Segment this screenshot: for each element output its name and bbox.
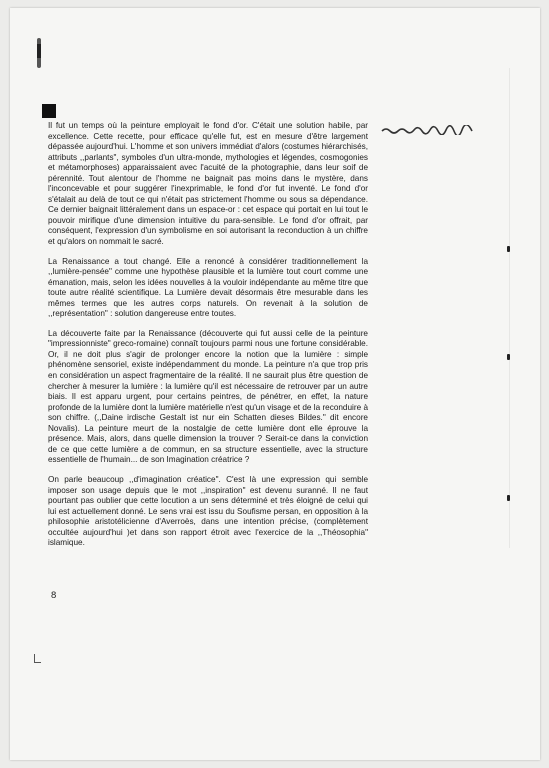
article-body [48, 121, 368, 558]
staple-mark-dark [37, 44, 41, 58]
margin-tick-mark [507, 495, 510, 501]
page-number: 8 [51, 590, 57, 601]
corner-crop-mark [34, 654, 41, 663]
paragraph: Il fut un temps où la peinture employait le fond d'or. C'était une solution habile, par excellence. Cette recette, pour efficace qu'elle fut, est en mesure d'être largement dépassée aujourd'hui. L'homme et son univers immédiat d'alors (costumes hiérarchisés, attributs ,,parlants", symboles d'un ultra-monde, mythologies et légendes, cosmogonies et métamorphoses) apparaissaient avec l'acuité de la photographie, dans leur soif de pérennité. Tout alentour de l'homme ne baignait pas moins dans le mystère, dans l'inconcevable et pour suggérer l'inexprimable, le fond d'or fut inventé. Le fond d'or s'étalait au delà de tout ce qui n'était pas strictement l'homme ou sous sa dépendance. Ce dernier baignait littéralement dans un espace-or : cet espace qui portait en lui tout le pouvoir mirifique d'une dimension intuitive du para-sensible. Le fond d'or offrait, par conséquent, l'expression d'un symbolisme en soi autorisant la reconduction à un chiffre et qu'alors on nommait le sacré. [48, 121, 368, 247]
margin-tick-mark [507, 246, 510, 252]
paragraph: On parle beaucoup ,,d'imagination créatice". C'est là une expression qui semble imposer son usage depuis que le mot ,,inspiration" est devenu suranné. Il ne faut pourtant pas oublier que cette locution a un sens déterminé et très éloigné de celui qui lui est actuellement donné. Le sens vrai est issu du Soufisme persan, en opposition à la philosophie aristotélicienne d'Averroès, dans une intention précise, (complètement occultée aujourd'hui )et dans son rapport étroit avec l'exercice de la ,,Théosophia" islamique. [48, 474, 368, 548]
handwritten-scribble [380, 125, 475, 135]
paragraph: La Renaissance a tout changé. Elle a renoncé à considérer traditionnellement la ,,lumière-pensée" comme une hypothèse plausible et la lumière tout court comme une émanation, mais, selon les idées nouvelles à la vouloir indépendante au même titre que toute autre réalité scientifique. La Lumière devait désormais être mesurable dans les mêmes termes que les autres corps naturels. On revenait à la solution de ,,représentation" : solution dangereuse entre toutes. [48, 256, 368, 319]
section-marker-square [42, 104, 56, 118]
paragraph: La découverte faite par la Renaissance (découverte qui fut aussi celle de la peinture "impressionniste" greco-romaine) connaît toujours parmi nous une fortune considérable. Or, il ne doit plus s'agir de prolonger encore la notion que la lumière : simple phénomène sensoriel, existe indépendamment du monde. La peinture n'a que trop pris en considération un aspect fragmentaire de la réalité. Il ne saurait plus être question de chercher à mesurer la lumière : la lumière qu'il est nécessaire de retrouver par un autre biais. Il est apparu urgent, pour certains peintres, de pénétrer, en effet, la nature profonde de la lumière dont la lumière matérielle n'est qu'un visage et de la reconduire à son chiffre. (,,Daine irdische Gestalt ist nur ein Schatten dieses Bildes." dit encore Novalis). La peinture meurt de la nostalgie de cette lumière dont elle éprouve la présence. Mais, alors, dans quelle dimension la trouver ? Serait-ce dans la conviction de ce que cette lumière a de commun, en sa structure essentielle, avec la structure essentielle de l'humain... de son Imagination créatrice ? [48, 328, 368, 465]
margin-tick-mark [507, 354, 510, 360]
fold-line [509, 68, 510, 548]
